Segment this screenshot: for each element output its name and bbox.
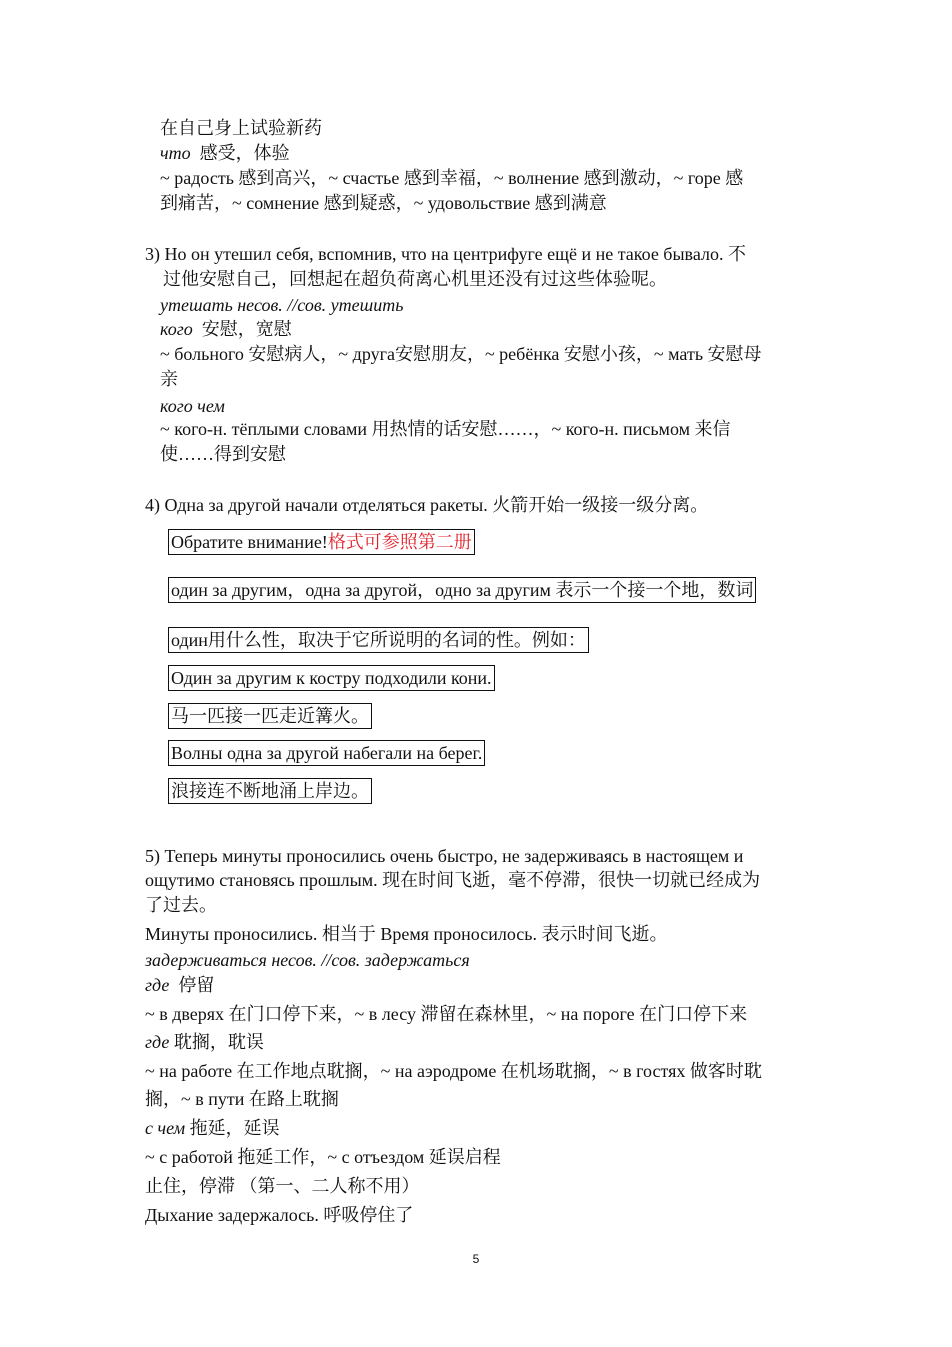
text-line — [145, 974, 214, 997]
text-line: ~ кого-н. тёплыми словами 用热情的话安慰……，~ кого-н. письмом 来信 — [160, 419, 731, 439]
grammar-label: где — [145, 1032, 170, 1052]
text-line: ~ на работе 在工作地点耽搁，~ на аэродроме 在机场耽搁，~ в гостях 做客时耽 — [145, 1061, 762, 1081]
grammar-label: что — [160, 143, 191, 163]
text-line — [160, 318, 292, 341]
translation: 拖延，延误 — [189, 1118, 280, 1138]
note-box: один за другим，одна за другой，одно за другим 表示一个接一个地，数词 — [168, 577, 756, 603]
text-line: ~ в дверях 在门口停下来，~ в лесу 滞留在森林里，~ на пороге 在门口停下来 — [145, 1004, 748, 1024]
text-line: 搁，~ в пути 在路上耽搁 — [145, 1089, 339, 1109]
text-line: Минуты проносились. 相当于 Время проносилось. 表示时间飞逝。 — [145, 924, 668, 944]
text-line: 使……得到安慰 — [160, 444, 286, 464]
grammar-label: кого — [160, 319, 193, 339]
note-box — [168, 529, 475, 555]
sentence-3: 3) Но он утешил себя, вспомнив, что на центрифуге ещё и не такое бывало. 不 — [145, 244, 746, 264]
example-box: Волны одна за другой набегали на берег. — [168, 740, 485, 766]
grammar-label: кого чем — [160, 396, 225, 416]
sentence-5: 了过去。 — [145, 895, 217, 915]
text-line: 在自己身上试验新药 — [160, 118, 322, 138]
translation: 感受，体验 — [199, 143, 290, 163]
sentence-4: 4) Одна за другой начали отделяться ракеты. 火箭开始一级接一级分离。 — [145, 495, 709, 515]
translation: 耽搁，耽误 — [173, 1032, 264, 1052]
note-box: один用什么性，取决于它所说明的名词的性。例如： — [168, 627, 589, 653]
text-line — [145, 1117, 280, 1140]
example-box: 马一匹接一匹走近篝火。 — [168, 703, 372, 729]
translation: 安慰，宽慰 — [201, 319, 292, 339]
note-reference: 格式可参照第二册 — [327, 532, 472, 552]
text-line: ~ радость 感到高兴，~ счастье 感到幸福，~ волнение 感到激动，~ горе 感 — [160, 168, 744, 188]
text-line — [160, 142, 290, 165]
sentence-5: ощутимо становясь прошлым. 现在时间飞逝，毫不停滞，很快一切就已经成为 — [145, 870, 761, 890]
sentence-5: 5) Теперь минуты проносились очень быстро, не задерживаясь в настоящем и — [145, 846, 744, 866]
grammar-label: с чем — [145, 1118, 186, 1138]
translation: 停留 — [178, 975, 215, 995]
example-box: Один за другим к костру подходили кони. — [168, 665, 495, 691]
note-label: Обратите внимание! — [171, 532, 328, 552]
text-line: 到痛苦，~ сомнение 感到疑惑，~ удовольствие 感到满意 — [160, 193, 607, 213]
text-line: ~ больного 安慰病人，~ друга安慰朋友，~ ребёнка 安慰小孩，~ мать 安慰母 — [160, 344, 762, 364]
text-line — [145, 1031, 264, 1054]
text-line: 亲 — [160, 369, 178, 389]
text-line: Дыхание задержалось. 呼吸停住了 — [145, 1205, 414, 1225]
example-box: 浪接连不断地涌上岸边。 — [168, 778, 372, 804]
sentence-3-translation: 过他安慰自己，回想起在超负荷离心机里还没有过这些体验呢。 — [163, 269, 667, 289]
grammar-label: утешать несов. //сов. утешить — [160, 295, 404, 315]
text-line: 止住，停滞 （第一、二人称不用） — [145, 1176, 420, 1196]
page-number: 5 — [472, 1252, 480, 1266]
grammar-label: где — [145, 975, 170, 995]
text-line: ~ с работой 拖延工作，~ с отъездом 延误启程 — [145, 1147, 501, 1167]
grammar-label: задерживаться несов. //сов. задержаться — [145, 950, 470, 970]
